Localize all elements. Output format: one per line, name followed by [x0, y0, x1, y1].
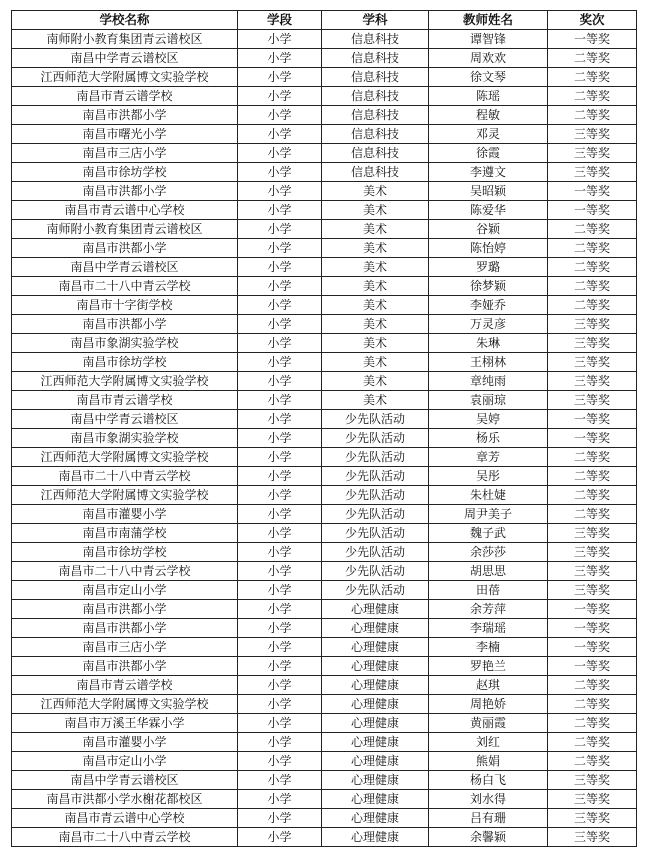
cell-subject: 信息科技 [322, 125, 429, 144]
table-row [12, 790, 637, 809]
table-row [12, 144, 637, 163]
cell-subject: 心理健康 [322, 809, 429, 828]
table-row [12, 182, 637, 201]
cell-school-name: 南昌市三店小学 [12, 144, 238, 163]
cell-school-level: 小学 [238, 144, 322, 163]
cell-award: 二等奖 [548, 277, 637, 296]
cell-subject: 美术 [322, 239, 429, 258]
cell-teacher-name: 李娅乔 [429, 296, 548, 315]
cell-school-name: 南昌市洪都小学 [12, 106, 238, 125]
cell-school-name: 江西师范大学附属博文实验学校 [12, 448, 238, 467]
table-row [12, 391, 637, 410]
cell-school-level: 小学 [238, 334, 322, 353]
cell-school-name: 南师附小教育集团青云谱校区 [12, 30, 238, 49]
cell-school-level: 小学 [238, 30, 322, 49]
cell-teacher-name: 程敏 [429, 106, 548, 125]
cell-subject: 心理健康 [322, 714, 429, 733]
cell-school-level: 小学 [238, 410, 322, 429]
table-row [12, 467, 637, 486]
table-row [12, 315, 637, 334]
cell-school-name: 南昌中学青云谱校区 [12, 49, 238, 68]
cell-subject: 少先队活动 [322, 410, 429, 429]
cell-school-name: 南昌市灌婴小学 [12, 505, 238, 524]
cell-award: 一等奖 [548, 429, 637, 448]
cell-award: 二等奖 [548, 714, 637, 733]
cell-school-level: 小学 [238, 600, 322, 619]
cell-subject: 心理健康 [322, 733, 429, 752]
cell-teacher-name: 袁丽琼 [429, 391, 548, 410]
table-row [12, 296, 637, 315]
cell-school-level: 小学 [238, 486, 322, 505]
cell-subject: 心理健康 [322, 638, 429, 657]
cell-subject: 美术 [322, 258, 429, 277]
cell-award: 一等奖 [548, 638, 637, 657]
table-row [12, 505, 637, 524]
cell-school-name: 南昌市青云谱学校 [12, 87, 238, 106]
cell-subject: 心理健康 [322, 695, 429, 714]
cell-subject: 美术 [322, 353, 429, 372]
table-row [12, 809, 637, 828]
table-row [12, 638, 637, 657]
cell-subject: 少先队活动 [322, 429, 429, 448]
cell-school-name: 江西师范大学附属博文实验学校 [12, 486, 238, 505]
cell-school-name: 南昌中学青云谱校区 [12, 258, 238, 277]
cell-school-name: 南昌市洪都小学 [12, 182, 238, 201]
cell-school-level: 小学 [238, 391, 322, 410]
cell-school-level: 小学 [238, 581, 322, 600]
table-row [12, 733, 637, 752]
table-row [12, 676, 637, 695]
cell-school-level: 小学 [238, 676, 322, 695]
cell-school-name: 南昌市洪都小学 [12, 315, 238, 334]
cell-school-level: 小学 [238, 372, 322, 391]
cell-school-name: 南昌市徐坊学校 [12, 353, 238, 372]
cell-subject: 信息科技 [322, 49, 429, 68]
table-row [12, 410, 637, 429]
cell-school-level: 小学 [238, 125, 322, 144]
cell-teacher-name: 周艳娇 [429, 695, 548, 714]
cell-school-name: 南昌市二十八中青云学校 [12, 562, 238, 581]
cell-award: 一等奖 [548, 201, 637, 220]
cell-school-name: 南昌市定山小学 [12, 581, 238, 600]
table-row [12, 49, 637, 68]
cell-school-level: 小学 [238, 657, 322, 676]
cell-subject: 少先队活动 [322, 543, 429, 562]
cell-subject: 美术 [322, 277, 429, 296]
cell-teacher-name: 李遵文 [429, 163, 548, 182]
cell-teacher-name: 万灵彦 [429, 315, 548, 334]
cell-school-name: 南昌市三店小学 [12, 638, 238, 657]
cell-award: 二等奖 [548, 695, 637, 714]
cell-award: 三等奖 [548, 524, 637, 543]
cell-teacher-name: 章芳 [429, 448, 548, 467]
cell-award: 三等奖 [548, 771, 637, 790]
cell-subject: 少先队活动 [322, 581, 429, 600]
cell-school-level: 小学 [238, 220, 322, 239]
table-row [12, 68, 637, 87]
cell-award: 一等奖 [548, 619, 637, 638]
cell-award: 二等奖 [548, 220, 637, 239]
cell-teacher-name: 吴昭颖 [429, 182, 548, 201]
cell-school-name: 南昌市洪都小学水榭花都校区 [12, 790, 238, 809]
cell-school-name: 南昌市青云谱学校 [12, 676, 238, 695]
cell-subject: 心理健康 [322, 619, 429, 638]
table-row [12, 30, 637, 49]
cell-teacher-name: 周欢欢 [429, 49, 548, 68]
cell-subject: 心理健康 [322, 790, 429, 809]
cell-subject: 美术 [322, 391, 429, 410]
cell-subject: 美术 [322, 220, 429, 239]
table-row [12, 220, 637, 239]
cell-teacher-name: 陈瑶 [429, 87, 548, 106]
table-body [12, 30, 637, 847]
cell-teacher-name: 杨乐 [429, 429, 548, 448]
cell-school-level: 小学 [238, 619, 322, 638]
cell-school-name: 南昌市南蒲学校 [12, 524, 238, 543]
cell-subject: 美术 [322, 315, 429, 334]
header-school-name: 学校名称 [12, 11, 238, 30]
cell-teacher-name: 章纯雨 [429, 372, 548, 391]
cell-school-level: 小学 [238, 201, 322, 220]
table-header-row [12, 11, 637, 30]
cell-school-name: 南昌市定山小学 [12, 752, 238, 771]
cell-subject: 心理健康 [322, 676, 429, 695]
cell-award: 二等奖 [548, 296, 637, 315]
table-row [12, 334, 637, 353]
cell-teacher-name: 吴婷 [429, 410, 548, 429]
cell-teacher-name: 谭智锋 [429, 30, 548, 49]
cell-award: 一等奖 [548, 182, 637, 201]
cell-subject: 信息科技 [322, 87, 429, 106]
cell-school-level: 小学 [238, 49, 322, 68]
table-row [12, 258, 637, 277]
table-row [12, 429, 637, 448]
award-table [11, 10, 637, 847]
cell-subject: 心理健康 [322, 752, 429, 771]
cell-award: 三等奖 [548, 809, 637, 828]
cell-subject: 美术 [322, 201, 429, 220]
cell-school-name: 南师附小教育集团青云谱校区 [12, 220, 238, 239]
table-row [12, 562, 637, 581]
cell-award: 一等奖 [548, 410, 637, 429]
cell-award: 三等奖 [548, 315, 637, 334]
cell-award: 二等奖 [548, 448, 637, 467]
cell-subject: 心理健康 [322, 600, 429, 619]
cell-school-name: 南昌中学青云谱校区 [12, 771, 238, 790]
cell-school-level: 小学 [238, 714, 322, 733]
table-row [12, 581, 637, 600]
cell-subject: 美术 [322, 296, 429, 315]
cell-school-level: 小学 [238, 790, 322, 809]
cell-teacher-name: 熊娟 [429, 752, 548, 771]
cell-school-name: 南昌市洪都小学 [12, 239, 238, 258]
header-award: 奖次 [548, 11, 637, 30]
cell-teacher-name: 谷颖 [429, 220, 548, 239]
cell-subject: 少先队活动 [322, 524, 429, 543]
cell-subject: 少先队活动 [322, 486, 429, 505]
cell-subject: 心理健康 [322, 771, 429, 790]
cell-school-level: 小学 [238, 733, 322, 752]
cell-teacher-name: 邓灵 [429, 125, 548, 144]
cell-teacher-name: 刘水得 [429, 790, 548, 809]
cell-school-level: 小学 [238, 695, 322, 714]
cell-subject: 少先队活动 [322, 467, 429, 486]
table-row [12, 543, 637, 562]
cell-school-level: 小学 [238, 87, 322, 106]
table-row [12, 752, 637, 771]
cell-subject: 信息科技 [322, 30, 429, 49]
header-teacher-name: 教师姓名 [429, 11, 548, 30]
cell-school-level: 小学 [238, 809, 322, 828]
cell-school-level: 小学 [238, 752, 322, 771]
cell-teacher-name: 李楠 [429, 638, 548, 657]
cell-school-name: 南昌中学青云谱校区 [12, 410, 238, 429]
cell-school-name: 南昌市徐坊学校 [12, 543, 238, 562]
cell-award: 三等奖 [548, 372, 637, 391]
table-row [12, 828, 637, 847]
cell-school-level: 小学 [238, 543, 322, 562]
cell-school-name: 南昌市二十八中青云学校 [12, 467, 238, 486]
cell-award: 二等奖 [548, 87, 637, 106]
table-row [12, 106, 637, 125]
cell-teacher-name: 田蓓 [429, 581, 548, 600]
cell-award: 二等奖 [548, 467, 637, 486]
cell-school-name: 南昌市二十八中青云学校 [12, 828, 238, 847]
table-row [12, 524, 637, 543]
cell-award: 三等奖 [548, 353, 637, 372]
cell-award: 二等奖 [548, 676, 637, 695]
cell-award: 三等奖 [548, 581, 637, 600]
table-row [12, 657, 637, 676]
cell-school-name: 南昌市十字街学校 [12, 296, 238, 315]
cell-teacher-name: 余芳萍 [429, 600, 548, 619]
cell-award: 二等奖 [548, 239, 637, 258]
table-row [12, 600, 637, 619]
table-row [12, 163, 637, 182]
cell-award: 三等奖 [548, 543, 637, 562]
cell-school-level: 小学 [238, 448, 322, 467]
cell-award: 一等奖 [548, 30, 637, 49]
cell-award: 三等奖 [548, 125, 637, 144]
cell-school-name: 南昌市洪都小学 [12, 657, 238, 676]
cell-teacher-name: 刘红 [429, 733, 548, 752]
cell-teacher-name: 陈怡婷 [429, 239, 548, 258]
cell-teacher-name: 赵琪 [429, 676, 548, 695]
cell-teacher-name: 朱琳 [429, 334, 548, 353]
cell-teacher-name: 吕有珊 [429, 809, 548, 828]
cell-award: 二等奖 [548, 733, 637, 752]
table-row [12, 714, 637, 733]
cell-award: 三等奖 [548, 144, 637, 163]
cell-subject: 心理健康 [322, 828, 429, 847]
table-row [12, 125, 637, 144]
cell-school-level: 小学 [238, 828, 322, 847]
cell-school-name: 南昌市青云谱中心学校 [12, 201, 238, 220]
cell-teacher-name: 周尹美子 [429, 505, 548, 524]
cell-teacher-name: 胡思思 [429, 562, 548, 581]
cell-teacher-name: 黄丽霞 [429, 714, 548, 733]
cell-school-level: 小学 [238, 638, 322, 657]
cell-subject: 美术 [322, 334, 429, 353]
cell-school-level: 小学 [238, 771, 322, 790]
cell-school-level: 小学 [238, 239, 322, 258]
cell-school-name: 江西师范大学附属博文实验学校 [12, 372, 238, 391]
cell-school-level: 小学 [238, 429, 322, 448]
cell-teacher-name: 余馨颖 [429, 828, 548, 847]
cell-award: 三等奖 [548, 828, 637, 847]
cell-teacher-name: 王栩林 [429, 353, 548, 372]
cell-school-name: 南昌市象湖实验学校 [12, 429, 238, 448]
cell-school-name: 南昌市洪都小学 [12, 600, 238, 619]
cell-subject: 少先队活动 [322, 562, 429, 581]
cell-award: 二等奖 [548, 49, 637, 68]
cell-subject: 美术 [322, 182, 429, 201]
table-row [12, 87, 637, 106]
table-row [12, 239, 637, 258]
table-row [12, 695, 637, 714]
cell-school-level: 小学 [238, 353, 322, 372]
cell-school-level: 小学 [238, 163, 322, 182]
table-row [12, 372, 637, 391]
cell-school-name: 南昌市曙光小学 [12, 125, 238, 144]
cell-subject: 心理健康 [322, 657, 429, 676]
header-school-level: 学段 [238, 11, 322, 30]
cell-teacher-name: 陈爱华 [429, 201, 548, 220]
cell-award: 二等奖 [548, 258, 637, 277]
cell-award: 三等奖 [548, 562, 637, 581]
cell-subject: 少先队活动 [322, 448, 429, 467]
cell-award: 三等奖 [548, 334, 637, 353]
cell-school-name: 江西师范大学附属博文实验学校 [12, 68, 238, 87]
cell-school-level: 小学 [238, 505, 322, 524]
cell-school-level: 小学 [238, 562, 322, 581]
cell-school-level: 小学 [238, 182, 322, 201]
cell-school-level: 小学 [238, 467, 322, 486]
cell-subject: 信息科技 [322, 163, 429, 182]
cell-school-name: 南昌市徐坊学校 [12, 163, 238, 182]
cell-subject: 信息科技 [322, 106, 429, 125]
cell-award: 一等奖 [548, 657, 637, 676]
cell-teacher-name: 吴彤 [429, 467, 548, 486]
cell-award: 二等奖 [548, 505, 637, 524]
cell-teacher-name: 罗璐 [429, 258, 548, 277]
table-row [12, 619, 637, 638]
cell-school-name: 南昌市洪都小学 [12, 619, 238, 638]
cell-award: 三等奖 [548, 163, 637, 182]
cell-subject: 信息科技 [322, 68, 429, 87]
cell-subject: 信息科技 [322, 144, 429, 163]
cell-school-level: 小学 [238, 258, 322, 277]
cell-award: 三等奖 [548, 391, 637, 410]
table-row [12, 277, 637, 296]
cell-award: 二等奖 [548, 752, 637, 771]
table-row [12, 353, 637, 372]
table-row [12, 771, 637, 790]
cell-teacher-name: 杨白飞 [429, 771, 548, 790]
cell-teacher-name: 罗艳兰 [429, 657, 548, 676]
cell-school-name: 南昌市象湖实验学校 [12, 334, 238, 353]
cell-award: 一等奖 [548, 600, 637, 619]
cell-school-level: 小学 [238, 524, 322, 543]
header-subject: 学科 [322, 11, 429, 30]
cell-teacher-name: 朱杜婕 [429, 486, 548, 505]
cell-school-name: 南昌市青云谱学校 [12, 391, 238, 410]
cell-school-name: 江西师范大学附属博文实验学校 [12, 695, 238, 714]
table-row [12, 201, 637, 220]
table-row [12, 448, 637, 467]
cell-award: 二等奖 [548, 68, 637, 87]
cell-award: 二等奖 [548, 486, 637, 505]
cell-teacher-name: 徐梦颖 [429, 277, 548, 296]
cell-school-name: 南昌市二十八中青云学校 [12, 277, 238, 296]
cell-school-level: 小学 [238, 296, 322, 315]
cell-award: 三等奖 [548, 790, 637, 809]
cell-school-name: 南昌市灌婴小学 [12, 733, 238, 752]
cell-school-level: 小学 [238, 277, 322, 296]
cell-award: 二等奖 [548, 106, 637, 125]
cell-school-level: 小学 [238, 106, 322, 125]
table-row [12, 486, 637, 505]
cell-teacher-name: 徐霞 [429, 144, 548, 163]
cell-subject: 少先队活动 [322, 505, 429, 524]
cell-school-name: 南昌市万溪王华霖小学 [12, 714, 238, 733]
cell-teacher-name: 魏子武 [429, 524, 548, 543]
cell-school-name: 南昌市青云谱中心学校 [12, 809, 238, 828]
cell-teacher-name: 余莎莎 [429, 543, 548, 562]
cell-teacher-name: 李瑞瑶 [429, 619, 548, 638]
cell-teacher-name: 徐文琴 [429, 68, 548, 87]
cell-subject: 美术 [322, 372, 429, 391]
cell-school-level: 小学 [238, 68, 322, 87]
cell-school-level: 小学 [238, 315, 322, 334]
